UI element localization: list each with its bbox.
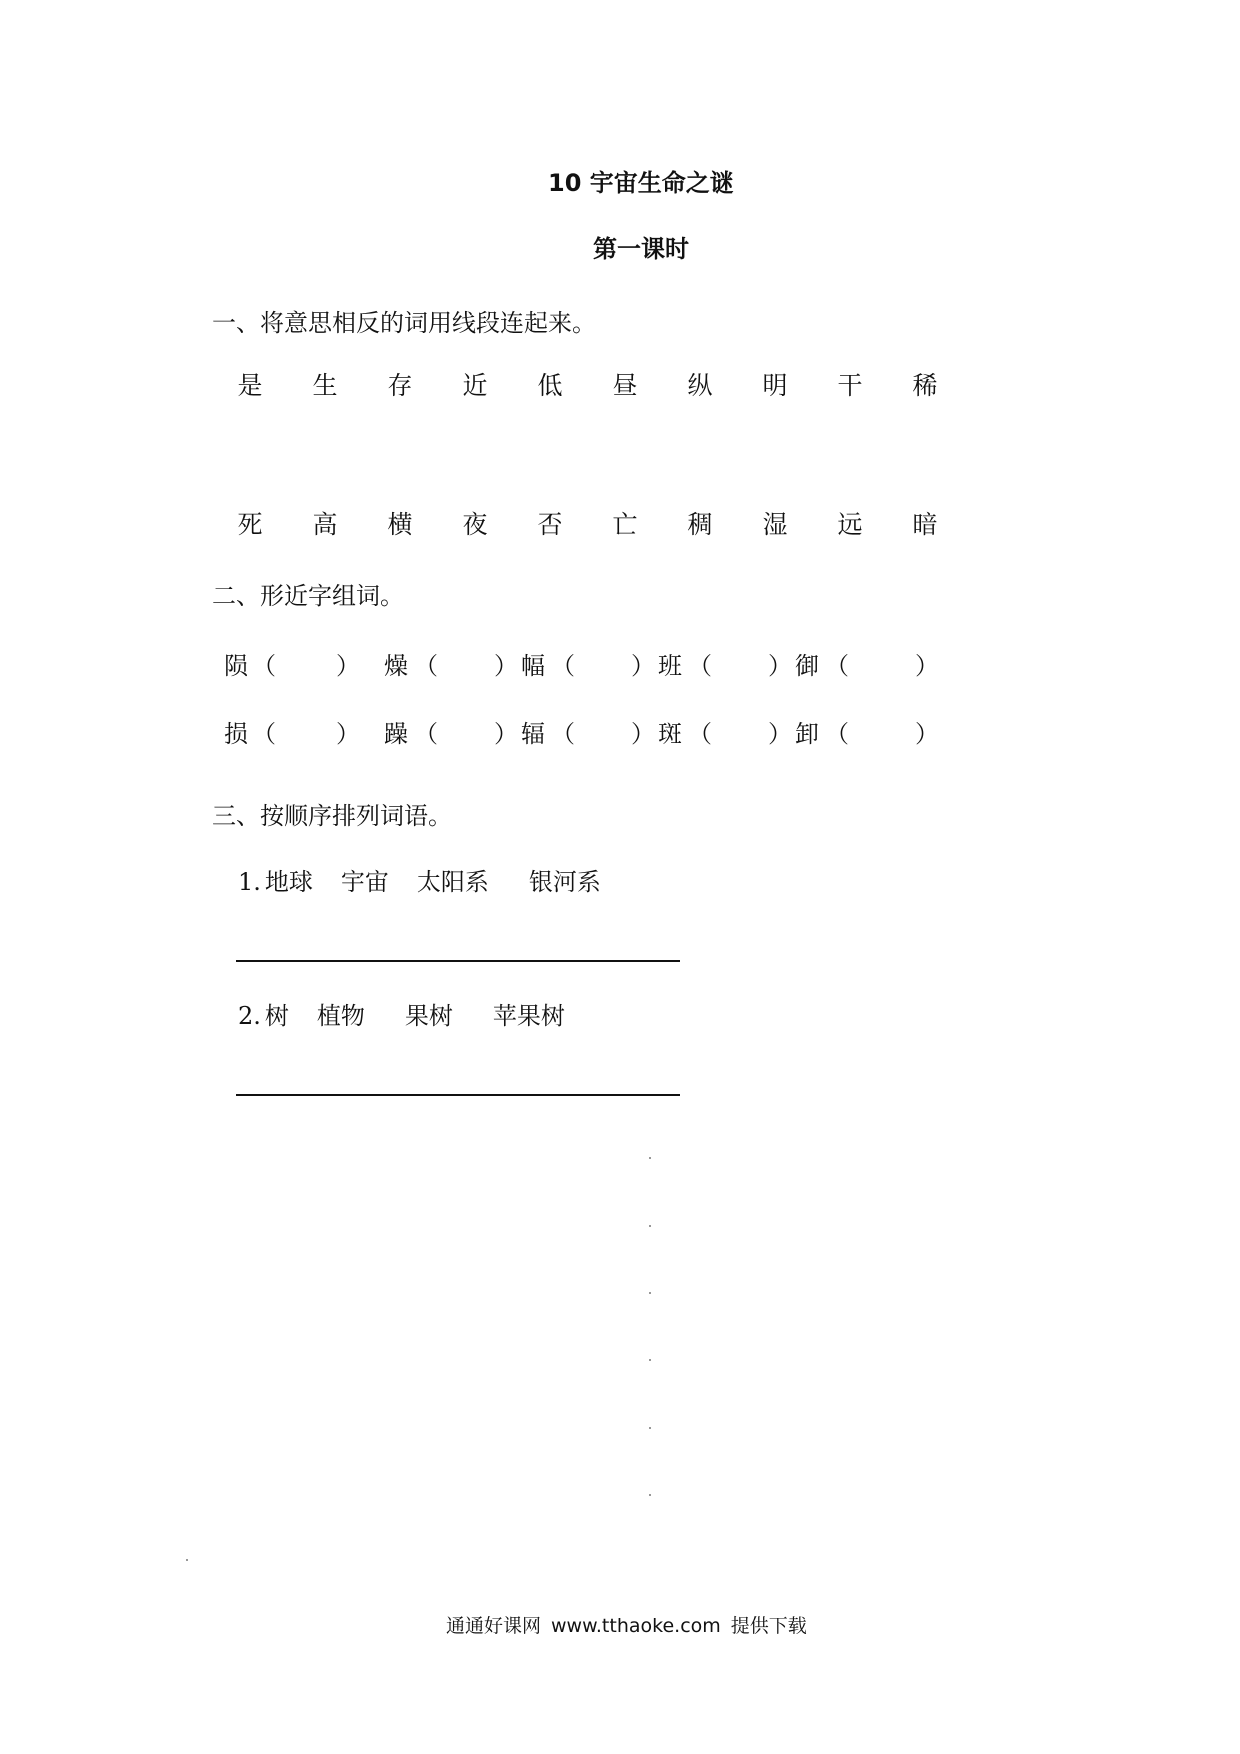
- close-paren: ）: [336, 652, 360, 680]
- open-paren: （: [551, 652, 575, 680]
- close-paren: ）: [631, 720, 655, 748]
- scan-speck: [649, 1494, 651, 1496]
- open-paren: （: [688, 720, 712, 748]
- order-word: 太阳系: [416, 868, 489, 896]
- footer-suffix: 提供下载: [730, 1615, 807, 1637]
- close-paren: ）: [915, 652, 939, 680]
- antonym-bottom-char: 稠: [687, 510, 713, 539]
- blank-char: 燥: [384, 652, 408, 680]
- antonym-top-char: 稀: [912, 371, 938, 400]
- blank-char: 御: [795, 652, 819, 680]
- word-blank: [795, 646, 939, 681]
- scan-speck: [649, 1359, 651, 1361]
- close-paren: ）: [768, 720, 792, 748]
- scan-speck: [186, 1559, 188, 1561]
- item-number: 1.: [238, 868, 261, 896]
- antonym-bottom-char: 否: [537, 510, 563, 539]
- blank-char: 陨: [224, 652, 248, 680]
- blank-char: 躁: [384, 720, 408, 748]
- word-blank: [795, 714, 939, 749]
- antonym-top-char: 生: [312, 371, 338, 400]
- antonym-top-row: [0, 366, 1240, 406]
- close-paren: ）: [631, 652, 655, 680]
- section-1-heading: 一、将意思相反的词用线段连起来。: [212, 309, 596, 337]
- word-blank: [521, 646, 655, 681]
- order-item-1: [238, 862, 629, 897]
- antonym-bottom-char: 湿: [762, 510, 788, 539]
- word-blank: [384, 646, 518, 681]
- item-number: 2.: [238, 1002, 261, 1030]
- antonym-top-char: 干: [837, 371, 863, 400]
- similar-char-row-1: [0, 646, 1240, 686]
- blank-char: 辐: [521, 720, 545, 748]
- order-word: 地球: [264, 868, 313, 896]
- close-paren: ）: [494, 720, 518, 748]
- close-paren: ）: [336, 720, 360, 748]
- scan-speck: [649, 1225, 651, 1227]
- lesson-subtitle: 第一课时: [593, 235, 689, 263]
- section-3-heading: 三、按顺序排列词语。: [212, 802, 452, 830]
- antonym-top-char: 明: [762, 371, 788, 400]
- word-blank: [521, 714, 655, 749]
- antonym-bottom-char: 亡: [612, 510, 638, 539]
- word-blank: [658, 646, 792, 681]
- open-paren: （: [414, 720, 438, 748]
- antonym-top-char: 昼: [612, 371, 638, 400]
- download-footer: [446, 1611, 817, 1638]
- antonym-bottom-char: 远: [837, 510, 863, 539]
- close-paren: ）: [768, 652, 792, 680]
- scan-speck: [649, 1292, 651, 1294]
- open-paren: （: [825, 720, 849, 748]
- word-blank: [384, 714, 518, 749]
- order-word: 银河系: [528, 868, 601, 896]
- antonym-top-char: 纵: [687, 371, 713, 400]
- order-word: 植物: [316, 1002, 365, 1030]
- answer-line-2[interactable]: [236, 1094, 680, 1096]
- order-word: 果树: [404, 1002, 453, 1030]
- word-blank: [224, 646, 360, 681]
- footer-url[interactable]: www.tthaoke.com: [551, 1615, 721, 1637]
- order-word: 宇宙: [340, 868, 389, 896]
- blank-char: 卸: [795, 720, 819, 748]
- open-paren: （: [252, 720, 276, 748]
- open-paren: （: [688, 652, 712, 680]
- antonym-bottom-char: 高: [312, 510, 338, 539]
- answer-line-1[interactable]: [236, 960, 680, 962]
- antonym-bottom-char: 暗: [912, 510, 938, 539]
- open-paren: （: [414, 652, 438, 680]
- scan-speck: [649, 1157, 651, 1159]
- order-item-2: [238, 996, 593, 1031]
- antonym-top-char: 是: [237, 371, 263, 400]
- open-paren: （: [551, 720, 575, 748]
- footer-site-name: 通通好课网: [446, 1615, 542, 1637]
- antonym-top-char: 存: [387, 371, 413, 400]
- close-paren: ）: [915, 720, 939, 748]
- antonym-bottom-char: 夜: [462, 510, 488, 539]
- open-paren: （: [825, 652, 849, 680]
- blank-char: 幅: [521, 652, 545, 680]
- close-paren: ）: [494, 652, 518, 680]
- order-word: 树: [264, 1002, 289, 1030]
- blank-char: 班: [658, 652, 682, 680]
- blank-char: 斑: [658, 720, 682, 748]
- blank-char: 损: [224, 720, 248, 748]
- antonym-top-char: 低: [537, 371, 563, 400]
- word-blank: [658, 714, 792, 749]
- antonym-bottom-char: 横: [387, 510, 413, 539]
- section-2-heading: 二、形近字组词。: [212, 582, 404, 610]
- antonym-top-char: 近: [462, 371, 488, 400]
- page-title: 10 宇宙生命之谜: [548, 169, 734, 197]
- open-paren: （: [252, 652, 276, 680]
- similar-char-row-2: [0, 714, 1240, 754]
- order-word: 苹果树: [492, 1002, 565, 1030]
- scan-speck: [649, 1427, 651, 1429]
- word-blank: [224, 714, 360, 749]
- antonym-bottom-row: [0, 505, 1240, 545]
- antonym-bottom-char: 死: [237, 510, 263, 539]
